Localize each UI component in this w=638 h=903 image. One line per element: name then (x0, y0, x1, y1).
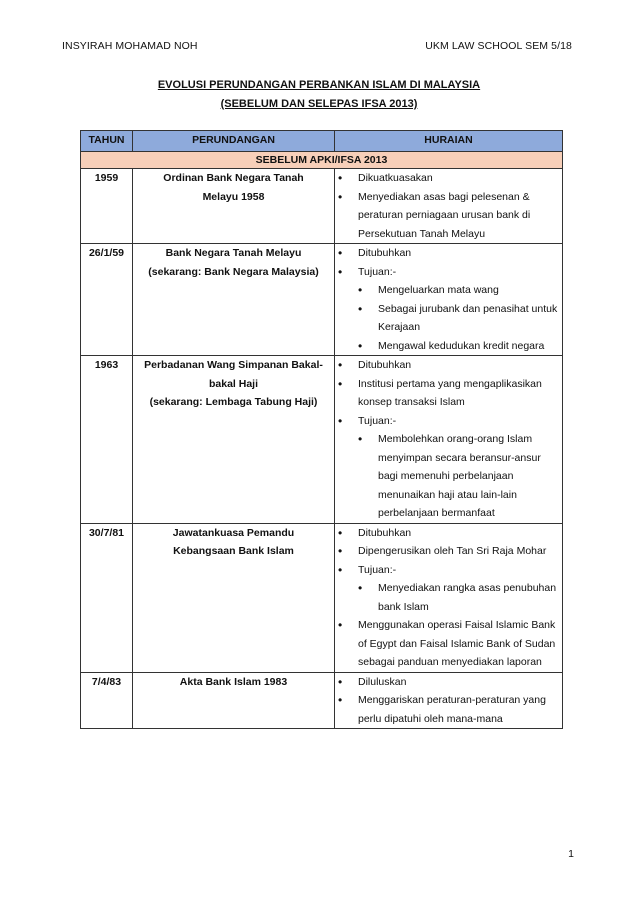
column-header-description: HURAIAN (335, 131, 563, 152)
column-header-year: TAHUN (81, 131, 133, 152)
legislation-line: (sekarang: Bank Negara Malaysia) (148, 265, 319, 278)
description-list (338, 524, 559, 672)
description-list (338, 244, 559, 355)
list-item-text: Tujuan:- (358, 414, 397, 427)
legislation-line: Jawatankuasa Pemandu (172, 526, 295, 539)
list-item-text: Menggariskan peraturan-peraturan yang perlu dipatuhi oleh mana-mana (358, 694, 546, 725)
legislation-line: (sekarang: Lembaga Tabung Haji) (149, 396, 318, 408)
column-header-legislation: PERUNDANGAN (133, 131, 335, 152)
description-list (338, 673, 559, 729)
sub-list-item: • Menyediakan rangka asas penubuhan bank Islam (358, 579, 559, 616)
table-row (81, 169, 563, 244)
year-cell: 30/7/81 (81, 523, 133, 672)
list-item (338, 412, 559, 523)
legislation-table (80, 130, 563, 729)
document-title (0, 76, 638, 114)
header-author: INSYIRAH MOHAMAD NOH (62, 40, 198, 52)
sub-list-item: • Sebagai jurubank dan penasihat untuk Kerajaan (358, 300, 559, 337)
table-row (81, 523, 563, 672)
list-item (338, 542, 559, 561)
description-list (338, 169, 559, 243)
description-cell (335, 523, 563, 672)
header-course: UKM LAW SCHOOL SEM 5/18 (425, 40, 572, 52)
section-label: SEBELUM APKI/IFSA 2013 (81, 152, 563, 169)
legislation-line: Perbadanan Wang Simpanan Bakal- (144, 359, 323, 371)
legislation-cell (133, 672, 335, 729)
list-item (338, 691, 559, 728)
list-item (338, 169, 559, 188)
list-item (338, 263, 559, 356)
sub-list-item: • Membolehkan orang-orang Islam menyimpan secara beransur-ansur bagi memenuhi perbelanjaan menunaikan haji atau lain-lain perbelanjaan bermanfaat (358, 430, 559, 523)
list-item (338, 356, 559, 375)
title-line-2: (SEBELUM DAN SELEPAS IFSA 2013) (220, 98, 418, 110)
year-cell: 26/1/59 (81, 244, 133, 356)
list-item-text: Institusi pertama yang mengaplikasikan konsep transaksi Islam (358, 377, 542, 408)
page-header (62, 40, 572, 52)
list-item-text: Tujuan:- (358, 563, 397, 576)
list-item-text: Ditubuhkan (358, 247, 412, 259)
legislation-line: Ordinan Bank Negara Tanah (163, 172, 304, 184)
list-item (338, 188, 559, 244)
sub-list (358, 579, 559, 616)
legislation-line: Melayu 1958 (202, 190, 265, 203)
page-number: 1 (568, 848, 574, 860)
legislation-line: Kebangsaan Bank Islam (173, 545, 294, 557)
legislation-cell (133, 244, 335, 356)
list-item-text: Dipengerusikan oleh Tan Sri Raja Mohar (358, 545, 547, 557)
table-row (81, 356, 563, 524)
description-list (338, 356, 559, 523)
table-header-row (81, 131, 563, 152)
description-cell (335, 244, 563, 356)
year-cell: 1963 (81, 356, 133, 524)
sub-list-item: • Mengeluarkan mata wang (358, 281, 559, 300)
legislation-cell (133, 523, 335, 672)
section-row (81, 152, 563, 169)
legislation-cell (133, 356, 335, 524)
list-item (338, 524, 559, 543)
title-line-1: EVOLUSI PERUNDANGAN PERBANKAN ISLAM DI MALAYSIA (157, 79, 481, 91)
list-item (338, 616, 559, 672)
list-item-text: Menyediakan asas bagi pelesenan & peraturan perniagaan urusan bank di Persekutuan Tanah Melayu (358, 190, 531, 240)
list-item-text: Diluluskan (358, 675, 407, 688)
description-cell (335, 356, 563, 524)
year-cell: 7/4/83 (81, 672, 133, 729)
sub-list-item: • Mengawal kedudukan kredit negara (358, 337, 559, 356)
legislation-cell (133, 169, 335, 244)
list-item (338, 244, 559, 263)
table-row (81, 672, 563, 729)
table-row (81, 244, 563, 356)
list-item-text: Dikuatkuasakan (358, 172, 433, 184)
description-cell (335, 169, 563, 244)
legislation-line: Bank Negara Tanah Melayu (165, 247, 302, 259)
sub-list (358, 430, 559, 523)
list-item (338, 561, 559, 617)
legislation-line: bakal Haji (208, 377, 259, 390)
year-cell: 1959 (81, 169, 133, 244)
list-item-text: Ditubuhkan (358, 359, 412, 371)
list-item-text: Tujuan:- (358, 265, 397, 278)
list-item (338, 375, 559, 412)
description-cell (335, 672, 563, 729)
sub-list (358, 281, 559, 355)
list-item-text: Menggunakan operasi Faisal Islamic Bank of Egypt dan Faisal Islamic Bank of Sudan sebagai panduan menyediakan laporan (358, 619, 556, 668)
legislation-line: Akta Bank Islam 1983 (179, 675, 288, 688)
list-item-text: Ditubuhkan (358, 526, 412, 539)
list-item (338, 673, 559, 692)
